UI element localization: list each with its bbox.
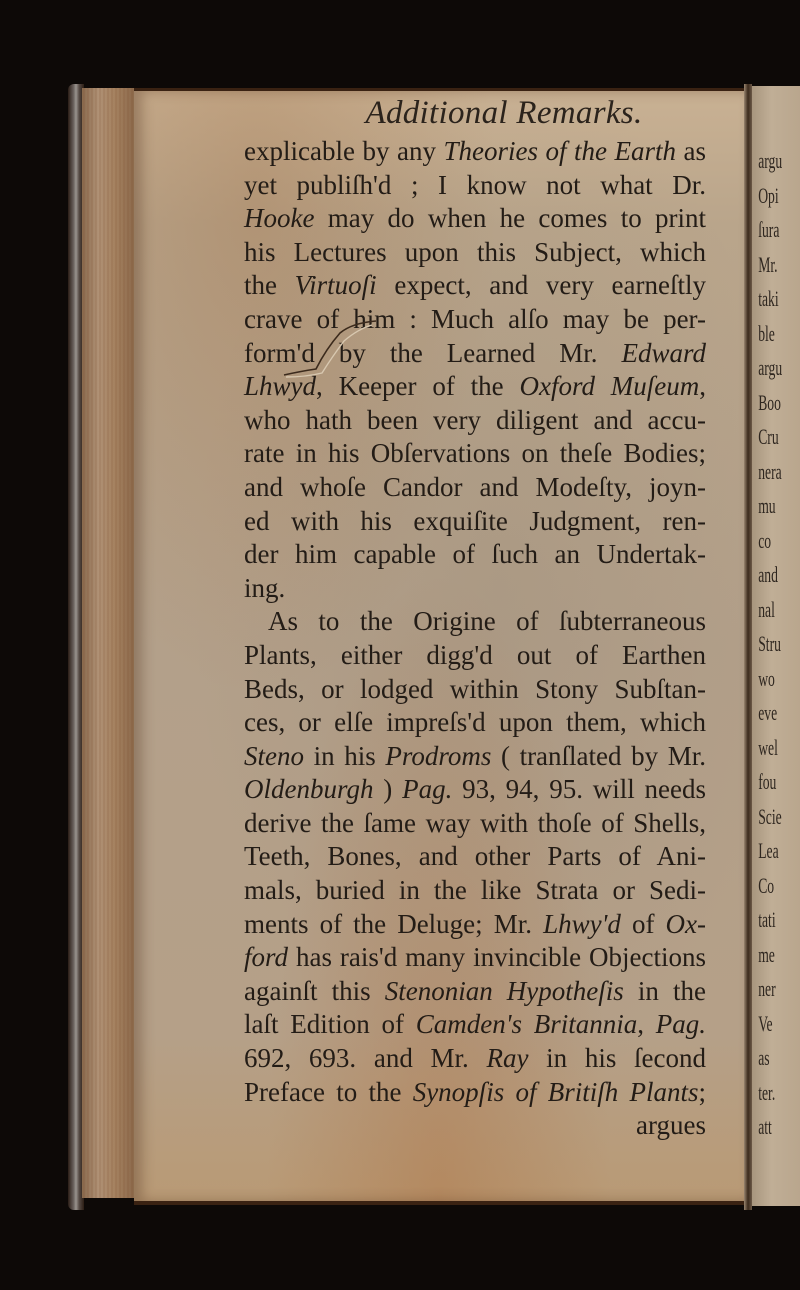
text-line bbox=[244, 1008, 706, 1042]
italic-run: Prodroms bbox=[385, 740, 492, 771]
facing-text-fragment: tati bbox=[758, 907, 776, 932]
italic-run: Ray bbox=[486, 1043, 529, 1074]
italic-run: Lhwy'd bbox=[543, 908, 621, 939]
text-line bbox=[244, 505, 706, 539]
text-line bbox=[244, 538, 706, 572]
text-line bbox=[244, 975, 706, 1009]
text-run: Preface to the bbox=[244, 1076, 413, 1107]
facing-text-fragment: wo bbox=[758, 665, 775, 691]
text-run: ( tranſlated by Mr. bbox=[491, 740, 706, 771]
italic-run: Virtuoſi bbox=[294, 270, 377, 301]
text-run: mals, buried in the like Strata or Sedi- bbox=[244, 875, 706, 906]
text-run: , bbox=[637, 1009, 656, 1040]
text-line bbox=[244, 1042, 706, 1076]
text-run: derive the ſame way with thoſe of Shells, bbox=[244, 807, 706, 838]
page-body-text bbox=[244, 135, 706, 1143]
text-run: againſt this bbox=[244, 975, 385, 1006]
text-line bbox=[244, 1076, 706, 1110]
facing-text-fragment: eve bbox=[758, 700, 778, 725]
facing-text-fragment: me bbox=[758, 941, 775, 967]
text-line bbox=[244, 437, 706, 471]
facing-text-fragment: att bbox=[758, 1114, 772, 1139]
facing-text-fragment: fou bbox=[758, 769, 777, 794]
italic-run: Synopſis of Britiſh Plants bbox=[412, 1076, 699, 1107]
facing-text-fragment: ner bbox=[758, 976, 776, 1001]
text-run: argues bbox=[636, 1110, 706, 1141]
text-line bbox=[244, 941, 706, 975]
text-run: and whoſe Candor and Modeſty, joyn- bbox=[244, 471, 706, 502]
facing-text-fragment: Lea bbox=[758, 838, 779, 863]
facing-text-fragment: Stru bbox=[758, 631, 781, 656]
text-line bbox=[244, 605, 706, 639]
text-line bbox=[244, 773, 706, 807]
facing-page-text bbox=[752, 86, 800, 1145]
text-line bbox=[244, 404, 706, 438]
text-line bbox=[244, 1109, 706, 1143]
facing-text-fragment: nera bbox=[758, 458, 782, 484]
text-run: as bbox=[675, 136, 706, 166]
facing-text-fragment: Co bbox=[758, 872, 775, 898]
text-line bbox=[244, 673, 706, 707]
italic-run: Theories of the Earth bbox=[443, 136, 676, 166]
facing-text-fragment: mu bbox=[758, 493, 776, 518]
italic-run: Pag. bbox=[655, 1009, 706, 1040]
text-run: who hath been very diligent and accu- bbox=[244, 404, 706, 435]
facing-text-fragment: Boo bbox=[758, 389, 781, 415]
book-page bbox=[134, 88, 744, 1205]
facing-text-fragment: wel bbox=[758, 734, 778, 760]
text-run: explicable by any bbox=[244, 136, 444, 166]
text-line bbox=[244, 908, 706, 942]
text-run: form'd by the Learned Mr. bbox=[244, 337, 622, 368]
page-block-edges bbox=[82, 88, 136, 1198]
italic-run: Oldenburgh bbox=[244, 774, 374, 805]
text-run: rate in his Obſervations on theſe Bodies; bbox=[244, 438, 706, 469]
facing-text-fragment: co bbox=[758, 527, 772, 553]
text-run: of bbox=[620, 908, 666, 939]
text-line bbox=[244, 706, 706, 740]
facing-text-fragment: ter. bbox=[758, 1079, 776, 1105]
text-run: der him capable of ſuch an Undertak- bbox=[244, 539, 706, 570]
text-run: ; bbox=[698, 1076, 706, 1107]
text-run: Beds, or lodged within Stony Subſtan- bbox=[244, 673, 706, 704]
text-run: in his bbox=[304, 740, 386, 771]
text-line bbox=[244, 639, 706, 673]
text-run: in the bbox=[623, 975, 706, 1006]
facing-text-fragment: nal bbox=[758, 596, 775, 622]
facing-text-fragment: and bbox=[758, 562, 778, 587]
text-run: ing. bbox=[244, 572, 286, 603]
text-line bbox=[244, 269, 706, 303]
running-head: Additional Remarks. bbox=[365, 95, 643, 131]
text-run: laſt Edition of bbox=[244, 1009, 416, 1040]
text-line bbox=[244, 572, 706, 606]
italic-run: Steno bbox=[244, 740, 304, 771]
italic-run: Stenonian Hypotheſis bbox=[384, 975, 624, 1006]
text-line bbox=[244, 471, 706, 505]
text-run: ) bbox=[373, 774, 403, 805]
facing-text-fragment: ſura bbox=[758, 217, 780, 242]
text-run: Plants, either digg'd out of Earthen bbox=[244, 639, 706, 670]
text-run: Teeth, Bones, and other Parts of Ani- bbox=[244, 841, 706, 872]
facing-text-fragment: Scie bbox=[758, 803, 782, 829]
facing-text-fragment: Cru bbox=[758, 424, 779, 449]
text-line bbox=[244, 807, 706, 841]
text-line bbox=[244, 740, 706, 774]
text-run: , bbox=[699, 371, 707, 402]
text-line bbox=[244, 135, 706, 169]
text-line bbox=[244, 840, 706, 874]
text-run: , Keeper of the bbox=[316, 371, 520, 402]
text-run: ces, or elſe impreſs'd upon them, which bbox=[244, 707, 706, 738]
text-run: 692, 693. and Mr. bbox=[244, 1043, 487, 1074]
text-run: As to the Origine of ſubterraneous bbox=[268, 606, 706, 637]
italic-run: Pag. bbox=[402, 774, 453, 805]
text-line bbox=[244, 202, 706, 236]
text-run: in his ſecond bbox=[528, 1043, 706, 1074]
italic-run: Hooke bbox=[244, 203, 315, 234]
text-run: has rais'd many invincible Objections bbox=[288, 942, 706, 973]
text-run: ments of the Deluge; Mr. bbox=[244, 908, 544, 939]
text-run: may do when he comes to print bbox=[314, 203, 706, 234]
italic-run: Camden's Britannia bbox=[415, 1009, 638, 1040]
facing-page-edge bbox=[752, 86, 800, 1206]
text-run: the bbox=[244, 270, 295, 301]
italic-run: Edward bbox=[621, 337, 706, 368]
facing-text-fragment: Mr. bbox=[758, 251, 778, 277]
facing-text-fragment: taki bbox=[758, 286, 779, 311]
facing-text-fragment: argu bbox=[758, 355, 783, 380]
text-run: ed with his exquiſite Judgment, ren- bbox=[244, 505, 706, 536]
text-run: crave of him : Much alſo may be per- bbox=[244, 303, 706, 334]
text-run: his Lectures upon this Subject, which bbox=[244, 236, 706, 267]
text-line bbox=[244, 874, 706, 908]
text-run: yet publiſh'd ; I know not what Dr. bbox=[244, 169, 706, 200]
italic-run: Lhwyd bbox=[244, 371, 317, 402]
italic-run: Ox- bbox=[665, 908, 706, 939]
paper-tear-mark bbox=[282, 319, 378, 379]
text-line bbox=[244, 169, 706, 203]
book-gutter bbox=[744, 84, 752, 1210]
text-run: 93, 94, 95. will needs bbox=[452, 774, 706, 805]
italic-run: Oxford Muſeum bbox=[519, 371, 700, 402]
text-run: expect, and very earneſtly bbox=[376, 270, 706, 301]
facing-text-fragment: Ve bbox=[758, 1010, 773, 1036]
facing-text-fragment: argu bbox=[758, 148, 783, 173]
facing-text-fragment: ble bbox=[758, 320, 775, 346]
text-line bbox=[244, 236, 706, 270]
facing-text-fragment: as bbox=[758, 1045, 770, 1070]
facing-text-fragment: Opi bbox=[758, 182, 779, 208]
italic-run: ford bbox=[244, 942, 289, 973]
